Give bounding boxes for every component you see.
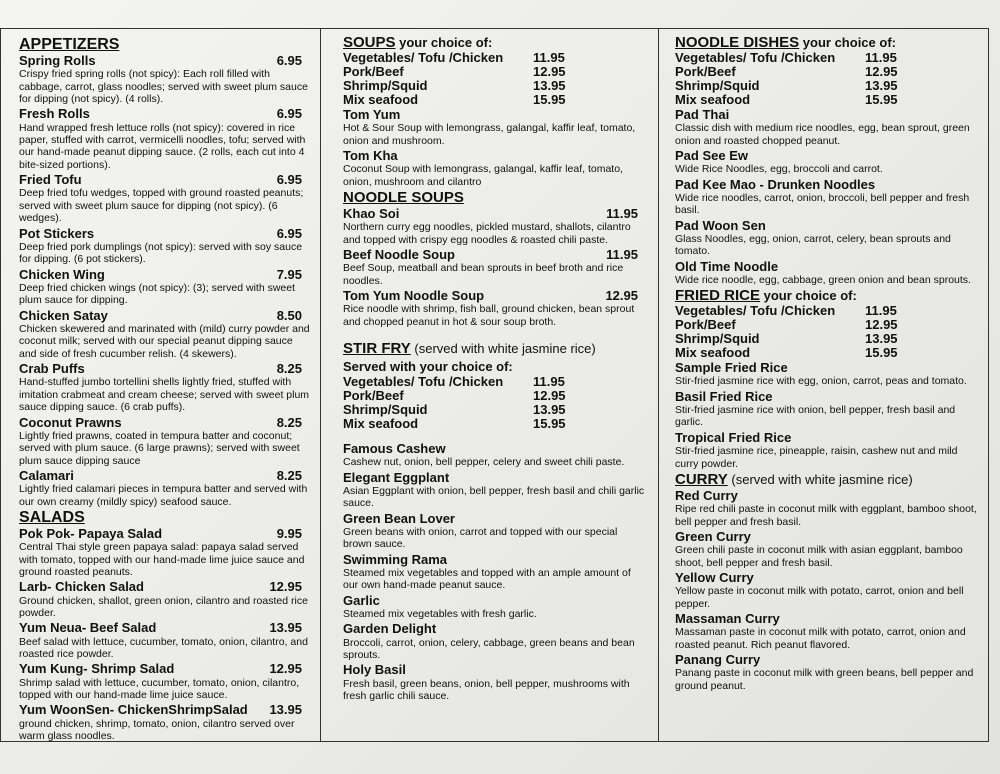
stir-fry-choice-label: Served with your choice of: <box>343 359 513 375</box>
menu-item-description: Hot & Sour Soup with lemongrass, galangal, kaffir leaf, tomato, onion and mushroom. <box>343 122 636 147</box>
menu-item-price: 12.95 <box>269 661 302 677</box>
menu-item-description: Classic dish with medium rice noodles, egg, bean sprout, green onion and roasted chopped peanut. <box>675 122 970 147</box>
menu-item-price: 9.95 <box>276 525 302 541</box>
menu-item-name: Old Time Noodle <box>675 258 779 274</box>
menu-item-description: Green chili paste in coconut milk with asian eggplant, bamboo shoot, bell pepper and fresh basil. <box>675 544 963 569</box>
price-option-name: Vegetables/ Tofu /Chicken <box>343 50 504 65</box>
menu-item-name: Massaman Curry <box>675 610 780 626</box>
section-title-noodle-soups: NOODLE SOUPS <box>343 189 464 207</box>
price-option-row <box>343 93 646 107</box>
price-option-row <box>675 93 978 107</box>
menu-item-price: 6.95 <box>276 53 302 68</box>
price-option-price: 13.95 <box>533 402 566 418</box>
menu-item-description: Hand-stuffed jumbo tortellini shells lightly fried, stuffed with imitation crabmeat and cream cheese; served with sweet plum sauce dipping sauce. (6 crab puffs). <box>19 376 310 414</box>
stir-fry-list <box>343 441 646 702</box>
menu-item-name: Garden Delight <box>343 621 437 637</box>
price-option-row <box>343 79 646 93</box>
menu-item-row <box>675 652 978 667</box>
menu-item-price: 7.95 <box>276 266 302 282</box>
menu-item-price: 6.95 <box>276 172 302 188</box>
menu-item-name: Sample Fried Rice <box>675 360 788 376</box>
menu-item-name: Garlic <box>343 592 380 608</box>
menu-item-name: Yellow Curry <box>675 569 754 585</box>
menu-item-row <box>343 148 646 163</box>
menu-item-row <box>343 662 646 677</box>
menu-item-row <box>343 621 646 636</box>
menu-item-name: Fried Tofu <box>19 172 82 188</box>
price-option-price: 11.95 <box>533 374 565 390</box>
menu-item-row <box>19 53 310 68</box>
section-title-noodle-dishes: NOODLE DISHES your choice of: <box>675 34 896 51</box>
price-option-price: 11.95 <box>533 50 565 65</box>
section-title-salads: SALADS <box>19 508 85 526</box>
menu-item-description: Fresh basil, green beans, onion, bell pepper, mushrooms with fresh garlic chili sauce. <box>343 677 630 702</box>
menu-item-description: Central Thai style green papaya salad: papaya salad served with tomato, topped with our hand-made lime juice sauce and ground roasted peanuts. <box>19 541 305 578</box>
menu-item-price: 8.25 <box>276 414 302 430</box>
section-title-stir-fry: STIR FRY (served with white jasmine rice) <box>343 340 596 358</box>
price-option-row <box>343 65 646 79</box>
price-option-row <box>343 375 646 389</box>
menu-item-row <box>343 107 646 122</box>
menu-item-name: Spring Rolls <box>19 53 96 68</box>
menu-item-row <box>675 259 978 274</box>
menu-item-row <box>675 488 978 503</box>
price-option-price: 13.95 <box>865 78 898 93</box>
price-option-price: 11.95 <box>865 50 897 65</box>
price-option-name: Mix seafood <box>675 92 751 107</box>
rice-options <box>675 304 978 360</box>
menu-item-name: Yum WoonSen- ChickenShrimpSalad <box>19 702 248 718</box>
menu-item-description: Wide rice noodles, carrot, onion, broccoli, bell pepper and fresh basil. <box>675 191 970 217</box>
menu-item-description: Stir-fried jasmine rice with egg, onion, carrot, peas and tomato. <box>675 375 967 388</box>
menu-item-row <box>19 468 310 483</box>
middle-column <box>320 28 659 742</box>
menu-item-description: Wide rice noodle, egg, cabbage, green onion and bean sprouts. <box>675 273 971 286</box>
price-option-row <box>675 346 978 360</box>
menu-item-row <box>675 611 978 626</box>
price-option-name: Shrimp/Squid <box>675 78 760 93</box>
curry-list <box>675 488 978 692</box>
price-option-row <box>343 51 646 65</box>
menu-item-description: Hand wrapped fresh lettuce rolls (not spicy): covered in rice paper, stuffed with carrot, vermicelli noodles, tofu; served with our hand-made peanut dipping sauce. (2 rolls, each cut into 4 bite-sized portions). <box>19 121 306 171</box>
menu-item-row <box>19 620 310 635</box>
noodle-soups-list <box>343 206 646 328</box>
menu-item-name: Larb- Chicken Salad <box>19 579 144 595</box>
menu-item-row <box>19 526 310 541</box>
price-option-name: Vegetables/ Tofu /Chicken <box>343 374 504 390</box>
menu-item-description: Steamed mix vegetables and topped with an ample amount of our own hand-made peanut sauce. <box>343 566 631 592</box>
menu-item-description: Beef Soup, meatball and bean sprouts in beef broth and rice noodles. <box>343 262 624 287</box>
menu-item-description: Ground chicken, shallot, green onion, cilantro and roasted rice powder. <box>19 594 308 620</box>
menu-item-row <box>675 570 978 585</box>
menu-item-price: 6.95 <box>276 106 302 122</box>
menu-item-description: Deep fried pork dumplings (not spicy): served with soy sauce for dipping. (6 pot stickers). <box>19 240 303 266</box>
menu-item-name: Coconut Prawns <box>19 414 122 430</box>
section-title-appetizers: APPETIZERS <box>19 36 120 53</box>
price-option-price: 11.95 <box>865 303 897 319</box>
menu-item-row <box>343 552 646 567</box>
menu-item-description: Lightly fried prawns, coated in tempura batter and coconut; served with plum sauce. (6 large prawns); served with sweet plum sauce dipping sauce <box>19 429 300 467</box>
price-option-name: Shrimp/Squid <box>343 402 428 418</box>
menu-item-name: Calamari <box>19 467 74 483</box>
appetizers-list <box>19 53 310 508</box>
menu-item-description: Yellow paste in coconut milk with potato, carrot, onion and bell pepper. <box>675 585 964 610</box>
menu-item-price: 6.95 <box>276 225 302 241</box>
menu-item-name: Pad Kee Mao - Drunken Noodles <box>675 176 876 192</box>
menu-item-name: Tom Yum Noodle Soup <box>343 288 485 304</box>
stir-fry-options <box>343 375 646 431</box>
menu-item-price: 12.95 <box>605 288 638 304</box>
menu-item-row <box>19 661 310 676</box>
menu-item-name: Beef Noodle Soup <box>343 247 455 263</box>
price-option-row <box>675 79 978 93</box>
menu-item-name: Holy Basil <box>343 662 406 678</box>
price-option-price: 15.95 <box>533 416 566 432</box>
menu-item-row <box>19 415 310 430</box>
right-column <box>659 28 989 742</box>
price-option-name: Pork/Beef <box>343 64 404 79</box>
price-option-row <box>675 304 978 318</box>
menu-item-description: ground chicken, shrimp, tomato, onion, cilantro served over warm glass noodles. <box>19 717 295 743</box>
price-option-row <box>675 332 978 346</box>
menu-item-name: Pot Stickers <box>19 225 95 241</box>
menu-item-row <box>343 288 646 303</box>
menu-item-description: Rice noodle with shrimp, fish ball, ground chicken, bean sprout and chopped peanut in hot & sour soup broth. <box>343 303 635 328</box>
menu-item-name: Tom Yum <box>343 107 401 122</box>
menu-item-description: Stir-fried jasmine rice with onion, bell pepper, fresh basil and garlic. <box>675 404 956 429</box>
menu-item-row <box>675 389 978 404</box>
section-title-fried-rice: FRIED RICE your choice of: <box>675 287 857 305</box>
menu-item-name: Crab Puffs <box>19 361 85 377</box>
price-option-price: 12.95 <box>865 317 898 333</box>
price-option-row <box>675 318 978 332</box>
price-option-row <box>675 51 978 65</box>
menu-item-name: Pad Woon Sen <box>675 217 766 233</box>
menu-item-row <box>675 148 978 163</box>
menu-item-name: Tom Kha <box>343 148 398 164</box>
menu-item-row <box>675 430 978 445</box>
menu-item-row <box>19 267 310 282</box>
menu-item-row <box>343 593 646 608</box>
menu-item-row <box>19 226 310 241</box>
noodles-list <box>675 107 978 286</box>
menu-item-row <box>19 106 310 121</box>
menu-item-row <box>675 529 978 544</box>
section-title-curry: CURRY (served with white jasmine rice) <box>675 470 913 488</box>
price-option-price: 12.95 <box>865 64 898 79</box>
menu-item-name: Tropical Fried Rice <box>675 429 792 445</box>
menu-item-description: Crispy fried spring rolls (not spicy): Each roll filled with cabbage, carrot, glass noodles; served with sweet plum sauce for dipping (not spicy). (4 rolls). <box>19 68 308 106</box>
price-option-price: 12.95 <box>533 388 566 404</box>
menu-item-name: Pad See Ew <box>675 148 748 164</box>
menu-item-description: Steamed mix vegetables with fresh garlic. <box>343 607 537 620</box>
menu-item-price: 11.95 <box>606 247 638 263</box>
menu-item-name: Yum Neua- Beef Salad <box>19 620 157 636</box>
price-option-name: Vegetables/ Tofu /Chicken <box>675 303 836 319</box>
section-title-soups: SOUPS your choice of: <box>343 34 493 51</box>
price-option-name: Pork/Beef <box>675 317 736 333</box>
menu-item-name: Red Curry <box>675 487 738 503</box>
price-option-name: Vegetables/ Tofu /Chicken <box>675 50 836 65</box>
menu-item-description: Northern curry egg noodles, pickled mustard, shallots, cilantro and topped with crispy egg noodles & roasted chili paste. <box>343 221 631 246</box>
menu-item-name: Pad Thai <box>675 107 730 122</box>
menu-item-description: Massaman paste in coconut milk with potato, carrot, onion and roasted peanut. Rich peanut flavored. <box>675 626 966 651</box>
menu-item-name: Pok Pok- Papaya Salad <box>19 525 163 541</box>
menu-item-description: Green beans with onion, carrot and topped with our special brown sauce. <box>343 525 618 551</box>
menu-item-price: 13.95 <box>269 620 302 636</box>
menu-item-name: Basil Fried Rice <box>675 388 773 404</box>
menu-item-row <box>19 702 310 717</box>
menu-item-price: 8.50 <box>276 307 302 323</box>
price-option-name: Mix seafood <box>343 92 419 107</box>
price-option-row <box>343 417 646 431</box>
menu-item-row <box>343 470 646 485</box>
price-option-row <box>343 403 646 417</box>
menu-item-description: Coconut Soup with lemongrass, galangal, kaffir leaf, tomato, onion, mushroom and cilantro <box>343 163 623 188</box>
menu-item-row <box>343 511 646 526</box>
left-column <box>0 28 320 742</box>
price-option-name: Pork/Beef <box>675 64 736 79</box>
price-option-name: Pork/Beef <box>343 388 404 404</box>
menu-item-price: 12.95 <box>269 579 302 595</box>
menu-item-row <box>19 172 310 187</box>
menu-item-name: Famous Cashew <box>343 441 446 457</box>
menu-item-row <box>675 218 978 233</box>
menu-item-row <box>19 361 310 376</box>
menu-item-name: Chicken Wing <box>19 266 105 282</box>
menu-item-description: Cashew nut, onion, bell pepper, celery and sweet chili paste. <box>343 456 625 469</box>
menu-item-description: Glass Noodles, egg, onion, carrot, celery, bean sprouts and tomato. <box>675 232 951 258</box>
menu-item-description: Shrimp salad with lettuce, cucumber, tomato, onion, cilantro, topped with our hand-made lime juice sauce. <box>19 676 300 702</box>
price-option-price: 15.95 <box>533 92 566 107</box>
price-option-row <box>343 389 646 403</box>
menu-item-row <box>343 247 646 262</box>
menu-item-description: Stir-fried jasmine rice, pineapple, raisin, cashew nut and mild curry powder. <box>675 445 958 470</box>
menu-item-description: Broccoli, carrot, onion, celery, cabbage, green beans and bean sprouts. <box>343 636 635 661</box>
menu-item-name: Chicken Satay <box>19 307 108 323</box>
menu-item-row <box>675 107 978 122</box>
price-option-row <box>675 65 978 79</box>
price-option-name: Mix seafood <box>343 416 419 432</box>
menu-item-price: 8.25 <box>276 467 302 483</box>
menu-item-description: Wide Rice Noodles, egg, broccoli and carrot. <box>675 163 883 176</box>
soups-list <box>343 107 646 188</box>
price-option-price: 12.95 <box>533 64 566 79</box>
menu-item-description: Chicken skewered and marinated with (mild) curry powder and coconut milk; served with our special peanut dipping sauce and side of fresh cucumber relish. (4 skewers). <box>19 322 310 360</box>
soup-options <box>343 51 646 107</box>
menu-item-name: Fresh Rolls <box>19 106 90 122</box>
menu-item-name: Yum Kung- Shrimp Salad <box>19 661 175 677</box>
menu-item-description: Beef salad with lettuce, cucumber, tomato, onion, cilantro, and roasted rice powder. <box>19 635 308 661</box>
menu-item-description: Lightly fried calamari pieces in tempura batter and served with our own creamy (mildly spicy) seafood sauce. <box>19 483 308 508</box>
menu-item-row <box>343 206 646 221</box>
price-option-name: Mix seafood <box>675 345 751 361</box>
menu-item-row <box>19 579 310 594</box>
noodle-options <box>675 51 978 107</box>
price-option-name: Shrimp/Squid <box>343 78 428 93</box>
menu-item-price: 13.95 <box>269 702 302 718</box>
salads-list <box>19 526 310 742</box>
rice-list <box>675 360 978 470</box>
menu-item-description: Ripe red chili paste in coconut milk with eggplant, bamboo shoot, bell pepper and fresh basil. <box>675 503 977 528</box>
menu-item-row <box>19 308 310 323</box>
menu-item-name: Khao Soi <box>343 206 400 222</box>
menu-item-price: 11.95 <box>606 206 638 222</box>
price-option-name: Shrimp/Squid <box>675 331 760 347</box>
menu-item-name: Green Bean Lover <box>343 510 455 526</box>
menu-item-price: 8.25 <box>276 361 302 377</box>
menu-item-name: Swimming Rama <box>343 551 448 567</box>
menu-item-row <box>675 177 978 192</box>
menu-item-description: Asian Eggplant with onion, bell pepper, fresh basil and chili garlic sauce. <box>343 484 645 510</box>
price-option-price: 13.95 <box>533 78 566 93</box>
price-option-price: 15.95 <box>865 345 898 361</box>
menu-item-row <box>675 360 978 375</box>
menu-item-name: Panang Curry <box>675 651 761 667</box>
menu-item-description: Panang paste in coconut milk with green beans, bell pepper and ground peanut. <box>675 667 974 692</box>
price-option-price: 13.95 <box>865 331 898 347</box>
menu-item-description: Deep fried tofu wedges, topped with ground roasted peanuts; served with sweet plum sauce for dipping (not spicy). (6 wedges). <box>19 187 304 225</box>
menu-item-row <box>343 441 646 456</box>
menu-item-name: Green Curry <box>675 528 751 544</box>
menu-item-name: Elegant Eggplant <box>343 469 450 485</box>
price-option-price: 15.95 <box>865 92 898 107</box>
menu-item-description: Deep fried chicken wings (not spicy): (3); served with sweet plum sauce for dipping. <box>19 281 296 307</box>
